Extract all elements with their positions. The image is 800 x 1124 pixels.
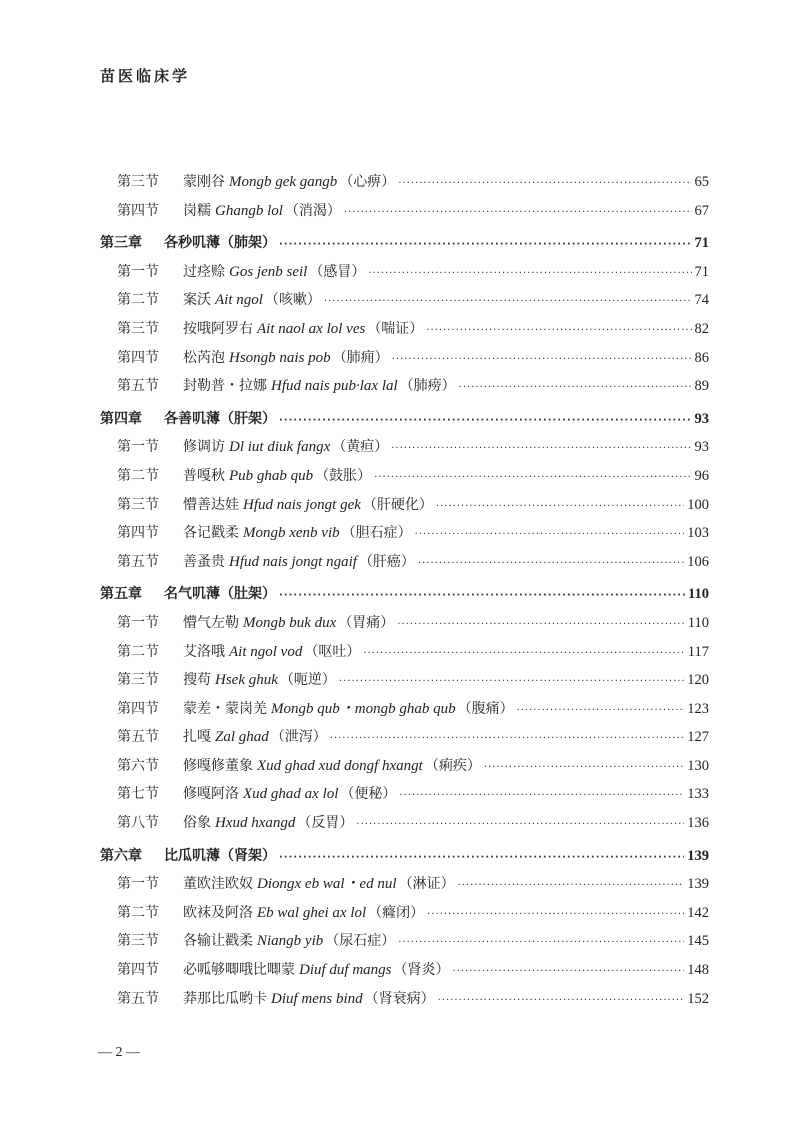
entry-title: 修调访 bbox=[183, 439, 225, 456]
entry-page-number: 93 bbox=[694, 439, 709, 456]
toc-section-entry[interactable] bbox=[100, 258, 709, 287]
toc-section-entry[interactable] bbox=[100, 519, 709, 548]
toc-section-entry[interactable] bbox=[100, 985, 709, 1014]
dot-leader bbox=[363, 640, 684, 669]
entry-page-number: 110 bbox=[688, 586, 709, 603]
entry-latin-title: Mongb gek gangb bbox=[229, 174, 338, 190]
entry-title: 搜苟 bbox=[183, 672, 211, 689]
entry-label: 第三节 bbox=[117, 672, 159, 689]
entry-latin-title: Hxud hxangd bbox=[215, 815, 296, 832]
entry-page-number: 139 bbox=[687, 847, 709, 864]
entry-gloss: （肺痨） bbox=[399, 378, 456, 395]
entry-label: 第六节 bbox=[117, 757, 159, 774]
toc-section-entry[interactable] bbox=[100, 462, 709, 491]
entry-title: 各输让戳柔 bbox=[183, 933, 253, 950]
dot-leader bbox=[459, 374, 692, 403]
entry-latin-title: Hsek ghuk bbox=[215, 672, 278, 689]
entry-page-number: 96 bbox=[694, 467, 709, 484]
entry-title: 俗象 bbox=[183, 815, 211, 832]
entry-gloss: （肺痈） bbox=[332, 349, 389, 366]
entry-label: 第四节 bbox=[117, 700, 159, 717]
entry-gloss: （泄泻） bbox=[270, 729, 327, 746]
entry-page-number: 117 bbox=[687, 643, 709, 660]
entry-title: 普嘎秋 bbox=[183, 467, 225, 484]
entry-title: 名气叽薄（肚架） bbox=[164, 586, 276, 603]
dot-leader bbox=[330, 725, 684, 754]
entry-latin-title: Niangb yib bbox=[257, 933, 324, 950]
entry-title: 莽那比瓜哟卡 bbox=[183, 990, 267, 1007]
entry-title: 岗糯 bbox=[183, 202, 211, 219]
entry-title: 按哦阿罗右 bbox=[183, 320, 253, 337]
dot-leader bbox=[356, 811, 684, 840]
entry-label: 第三节 bbox=[117, 320, 159, 337]
entry-latin-title: Dl iut diuk fangx bbox=[229, 439, 331, 456]
entry-latin-title: Ait ngol vod bbox=[229, 643, 303, 660]
entry-label: 第三节 bbox=[117, 174, 159, 190]
entry-gloss: （肾衰病） bbox=[364, 990, 435, 1007]
entry-latin-title: Hsongb nais pob bbox=[229, 349, 331, 366]
entry-latin-title: Gos jenb seil bbox=[229, 263, 308, 280]
entry-page-number: 71 bbox=[694, 235, 709, 252]
dot-leader bbox=[279, 582, 685, 611]
entry-latin-title: Diuf mens bind bbox=[271, 990, 363, 1007]
entry-title: 比瓜叽薄（肾架） bbox=[164, 847, 276, 864]
entry-title: 修嘎修董象 bbox=[183, 757, 253, 774]
toc-section-entry[interactable] bbox=[100, 870, 709, 899]
entry-gloss: （肝硬化） bbox=[362, 496, 433, 513]
entry-page-number: 82 bbox=[694, 320, 709, 337]
entry-gloss: （心痹） bbox=[339, 174, 396, 190]
entry-gloss: （反胃） bbox=[297, 815, 354, 832]
toc-section-entry[interactable] bbox=[100, 638, 709, 667]
entry-page-number: 89 bbox=[694, 378, 709, 395]
entry-page-number: 136 bbox=[687, 815, 709, 832]
entry-latin-title: Ghangb lol bbox=[215, 202, 283, 219]
entry-label: 第七节 bbox=[117, 786, 159, 803]
entry-latin-title: Hfud nais jongt gek bbox=[243, 496, 361, 513]
entry-latin-title: Eb wal ghei ax lol bbox=[257, 904, 367, 921]
dot-leader bbox=[368, 260, 691, 289]
entry-gloss: （淋证） bbox=[398, 876, 455, 893]
page-number: — 2 — bbox=[98, 1045, 140, 1060]
entry-page-number: 67 bbox=[694, 202, 709, 219]
dot-leader bbox=[392, 346, 692, 375]
dot-leader bbox=[324, 288, 692, 317]
toc-chapter-entry[interactable] bbox=[100, 580, 709, 609]
entry-title: 懵善达娃 bbox=[183, 496, 239, 513]
entry-label: 第四节 bbox=[117, 349, 159, 366]
dot-leader bbox=[426, 317, 691, 346]
entry-page-number: 145 bbox=[687, 933, 709, 950]
entry-latin-title: Pub ghab qub bbox=[229, 467, 314, 484]
entry-title: 修嘎阿洛 bbox=[183, 786, 239, 803]
entry-latin-title: Xud ghad ax lol bbox=[243, 786, 339, 803]
entry-title: 扎嘎 bbox=[183, 729, 211, 746]
entry-page-number: 71 bbox=[694, 263, 709, 280]
entry-title: 封勒普・拉娜 bbox=[183, 378, 267, 395]
dot-leader bbox=[458, 872, 685, 901]
dot-leader bbox=[279, 407, 692, 436]
entry-title: 欧袜及阿洛 bbox=[183, 904, 253, 921]
toc-chapter-entry[interactable] bbox=[100, 229, 709, 258]
entry-latin-title: Mongb xenb vib bbox=[243, 525, 340, 542]
entry-label: 第六章 bbox=[100, 847, 142, 864]
entry-latin-title: Hfud nais jongt ngaif bbox=[229, 553, 357, 570]
entry-label: 第五章 bbox=[100, 586, 142, 603]
toc-section-entry[interactable] bbox=[100, 197, 709, 226]
entry-title: 董欧洼欧奴 bbox=[183, 876, 253, 893]
dot-leader bbox=[279, 844, 684, 873]
entry-label: 第一节 bbox=[117, 439, 159, 456]
dot-leader bbox=[517, 697, 685, 726]
toc-section-entry[interactable] bbox=[100, 780, 709, 809]
toc-section-entry[interactable] bbox=[100, 315, 709, 344]
dot-leader bbox=[415, 521, 685, 550]
entry-gloss: （痢疾） bbox=[424, 757, 481, 774]
toc-section-entry[interactable] bbox=[100, 609, 709, 638]
entry-latin-title: Diongx eb wal・ed nul bbox=[257, 876, 397, 893]
entry-label: 第四章 bbox=[100, 410, 142, 427]
dot-leader bbox=[279, 231, 692, 260]
entry-label: 第五节 bbox=[117, 729, 159, 746]
entry-latin-title: Ait ngol bbox=[215, 292, 263, 309]
toc-section-entry[interactable] bbox=[100, 666, 709, 695]
dot-leader bbox=[453, 958, 685, 987]
entry-gloss: （喘证） bbox=[367, 320, 424, 337]
entry-page-number: 106 bbox=[687, 553, 709, 570]
dot-leader bbox=[398, 170, 691, 199]
entry-gloss: （便秘） bbox=[340, 786, 397, 803]
toc-section-entry[interactable] bbox=[100, 956, 709, 985]
dot-leader bbox=[397, 611, 684, 640]
entry-page-number: 148 bbox=[687, 962, 709, 979]
entry-page-number: 133 bbox=[687, 786, 709, 803]
running-head: 苗医临床学 bbox=[100, 67, 191, 85]
toc-section-entry[interactable] bbox=[100, 927, 709, 956]
entry-page-number: 139 bbox=[687, 876, 709, 893]
entry-page-number: 152 bbox=[687, 990, 709, 1007]
entry-title: 善蚤贵 bbox=[183, 553, 225, 570]
entry-label: 第四节 bbox=[117, 202, 159, 219]
toc-chapter-entry[interactable] bbox=[100, 842, 709, 871]
entry-title: 懵气左勒 bbox=[183, 614, 239, 631]
toc-section-entry[interactable] bbox=[100, 723, 709, 752]
entry-title: 各记戳柔 bbox=[183, 525, 239, 542]
toc-section-entry[interactable] bbox=[100, 752, 709, 781]
entry-page-number: 123 bbox=[687, 700, 709, 717]
toc-section-entry[interactable] bbox=[100, 695, 709, 724]
toc-section-entry[interactable] bbox=[100, 548, 709, 577]
dot-leader bbox=[399, 782, 684, 811]
entry-title: 各秒叽薄（肺架） bbox=[164, 235, 276, 252]
entry-latin-title: Mongb qub・mongb ghab qub bbox=[271, 700, 456, 717]
entry-page-number: 120 bbox=[687, 672, 709, 689]
entry-label: 第五节 bbox=[117, 990, 159, 1007]
entry-title: 各善叽薄（肝架） bbox=[164, 410, 276, 427]
toc-section-entry[interactable] bbox=[100, 372, 709, 401]
dot-leader bbox=[484, 754, 684, 783]
entry-title: 松芮泡 bbox=[183, 349, 225, 366]
entry-label: 第三节 bbox=[117, 496, 159, 513]
entry-page-number: 74 bbox=[694, 292, 709, 309]
entry-label: 第三章 bbox=[100, 235, 142, 252]
dot-leader bbox=[339, 668, 684, 697]
entry-label: 第一节 bbox=[117, 876, 159, 893]
entry-gloss: （腹痛） bbox=[457, 700, 514, 717]
entry-page-number: 110 bbox=[687, 614, 709, 631]
entry-page-number: 127 bbox=[687, 729, 709, 746]
entry-latin-title: Hfud nais pub·lax lal bbox=[271, 378, 398, 395]
entry-gloss: （癃闭） bbox=[368, 904, 425, 921]
entry-label: 第四节 bbox=[117, 525, 159, 542]
entry-label: 第二节 bbox=[117, 904, 159, 921]
entry-gloss: （胆石症） bbox=[341, 525, 412, 542]
entry-label: 第二节 bbox=[117, 292, 159, 309]
entry-latin-title: Diuf duf mangs bbox=[299, 962, 392, 979]
entry-gloss: （胃痛） bbox=[338, 614, 395, 631]
entry-latin-title: Mongb buk dux bbox=[243, 614, 337, 631]
table-of-contents bbox=[100, 168, 709, 1013]
entry-page-number: 100 bbox=[687, 496, 709, 513]
entry-page-number: 103 bbox=[687, 525, 709, 542]
entry-title: 案沃 bbox=[183, 292, 211, 309]
entry-gloss: （咳嗽） bbox=[264, 292, 321, 309]
entry-gloss: （感冒） bbox=[309, 263, 366, 280]
entry-label: 第四节 bbox=[117, 962, 159, 979]
toc-section-entry[interactable] bbox=[100, 344, 709, 373]
dot-leader bbox=[427, 901, 684, 930]
dot-leader bbox=[438, 987, 685, 1016]
dot-leader bbox=[436, 493, 684, 522]
entry-title: 蒙刚谷 bbox=[183, 174, 225, 190]
entry-label: 第三节 bbox=[117, 933, 159, 950]
entry-latin-title: Ait naol ax lol ves bbox=[257, 320, 366, 337]
entry-gloss: （消渴） bbox=[284, 202, 341, 219]
entry-gloss: （肾炎） bbox=[393, 962, 450, 979]
entry-gloss: （黄疸） bbox=[332, 439, 389, 456]
entry-gloss: （尿石症） bbox=[325, 933, 396, 950]
entry-title: 蒙差・蒙岗羌 bbox=[183, 700, 267, 717]
toc-section-entry[interactable] bbox=[100, 491, 709, 520]
entry-label: 第一节 bbox=[117, 263, 159, 280]
toc-section-entry[interactable] bbox=[100, 899, 709, 928]
entry-gloss: （呃逆） bbox=[279, 672, 336, 689]
entry-gloss: （肝癌） bbox=[358, 553, 415, 570]
toc-section-entry[interactable] bbox=[100, 286, 709, 315]
entry-label: 第一节 bbox=[117, 614, 159, 631]
entry-page-number: 93 bbox=[694, 410, 709, 427]
entry-latin-title: Zal ghad bbox=[215, 729, 269, 746]
dot-leader bbox=[391, 435, 691, 464]
toc-section-entry[interactable] bbox=[100, 168, 709, 197]
entry-page-number: 130 bbox=[687, 757, 709, 774]
dot-leader bbox=[344, 199, 692, 228]
entry-title: 过痉赊 bbox=[183, 263, 225, 280]
entry-label: 第五节 bbox=[117, 553, 159, 570]
entry-title: 艾洛哦 bbox=[183, 643, 225, 660]
entry-page-number: 142 bbox=[687, 904, 709, 921]
entry-label: 第五节 bbox=[117, 378, 159, 395]
entry-latin-title: Xud ghad xud dongf hxangt bbox=[257, 757, 423, 774]
entry-gloss: （鼓胀） bbox=[315, 467, 372, 484]
toc-section-entry[interactable] bbox=[100, 809, 709, 838]
entry-page-number: 86 bbox=[694, 349, 709, 366]
toc-chapter-entry[interactable] bbox=[100, 405, 709, 434]
toc-section-entry[interactable] bbox=[100, 433, 709, 462]
dot-leader bbox=[398, 929, 684, 958]
dot-leader bbox=[374, 464, 691, 493]
dot-leader bbox=[418, 550, 684, 579]
entry-title: 必呱够唧哦比唧蒙 bbox=[183, 962, 295, 979]
entry-gloss: （呕吐） bbox=[304, 643, 361, 660]
entry-label: 第二节 bbox=[117, 467, 159, 484]
entry-label: 第八节 bbox=[117, 815, 159, 832]
entry-label: 第二节 bbox=[117, 643, 159, 660]
entry-page-number: 65 bbox=[694, 174, 709, 190]
